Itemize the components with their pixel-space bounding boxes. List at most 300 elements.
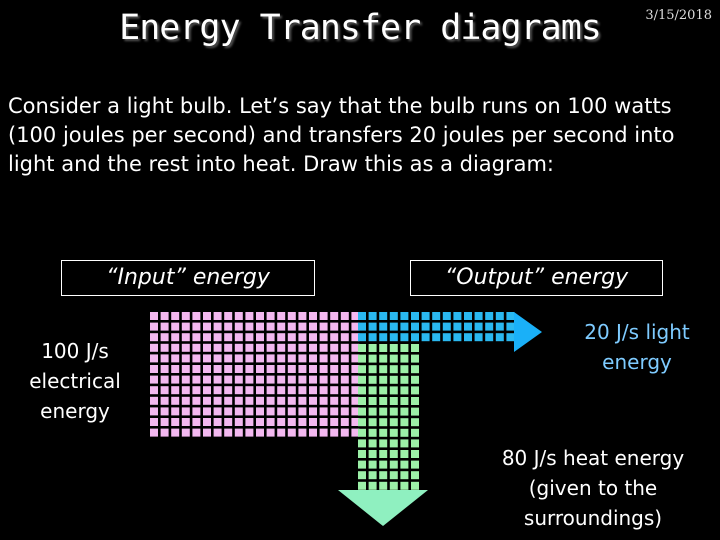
light-energy-cell	[400, 333, 408, 341]
heat-energy-cell	[369, 365, 377, 373]
heat-energy-cell	[358, 439, 366, 447]
input-energy-cell	[161, 312, 169, 320]
input-energy-cell	[288, 323, 296, 331]
input-energy-cell	[320, 354, 328, 362]
input-energy-cell	[309, 418, 317, 426]
input-energy-cell	[224, 323, 232, 331]
heat-energy-cell	[358, 471, 366, 479]
input-energy-cell	[150, 354, 158, 362]
input-energy-cell	[235, 365, 243, 373]
input-energy-cell	[171, 386, 179, 394]
input-energy-cell	[224, 429, 232, 437]
input-energy-cell	[277, 354, 285, 362]
input-energy-cell	[161, 418, 169, 426]
light-energy-cell	[475, 333, 483, 341]
input-energy-cell	[214, 323, 222, 331]
input-energy-cell	[298, 333, 306, 341]
heat-energy-cell	[400, 386, 408, 394]
input-energy-cell	[203, 312, 211, 320]
input-energy-cell	[150, 323, 158, 331]
input-energy-cell	[182, 376, 190, 384]
input-energy-cell	[214, 354, 222, 362]
input-energy-cell	[182, 344, 190, 352]
input-energy-cell	[192, 333, 200, 341]
input-energy-cell	[161, 323, 169, 331]
input-energy-cell	[224, 333, 232, 341]
input-energy-box: “Input” energy	[61, 260, 315, 296]
input-energy-cell	[320, 386, 328, 394]
input-energy-cell	[192, 397, 200, 405]
input-energy-cell	[150, 407, 158, 415]
input-energy-cell	[277, 333, 285, 341]
input-energy-grid	[150, 312, 359, 437]
input-energy-cell	[309, 323, 317, 331]
input-energy-cell	[320, 397, 328, 405]
input-energy-cell	[182, 333, 190, 341]
heat-energy-cell	[369, 482, 377, 490]
heat-energy-cell	[369, 418, 377, 426]
heat-energy-cell	[411, 397, 419, 405]
input-energy-cell	[182, 354, 190, 362]
heat-energy-cell	[369, 450, 377, 458]
light-energy-cell	[379, 323, 387, 331]
input-energy-cell	[235, 312, 243, 320]
heat-energy-cell	[358, 461, 366, 469]
input-energy-cell	[192, 365, 200, 373]
input-energy-cell	[150, 397, 158, 405]
heat-energy-cell	[369, 471, 377, 479]
input-energy-cell	[309, 376, 317, 384]
input-energy-cell	[171, 333, 179, 341]
input-energy-cell	[256, 333, 264, 341]
input-energy-cell	[330, 418, 338, 426]
problem-text: Consider a light bulb. Let’s say that the bulb runs on 100 watts (100 joules per second) and transfers 20 joules per second into light and the rest into heat. Draw this as a diagram:	[8, 94, 675, 176]
input-energy-cell	[277, 407, 285, 415]
light-energy-cell	[390, 333, 398, 341]
heat-energy-cell	[379, 397, 387, 405]
input-energy-cell	[267, 323, 275, 331]
heat-energy-cell	[400, 397, 408, 405]
input-energy-cell	[182, 365, 190, 373]
input-energy-cell	[182, 323, 190, 331]
heat-energy-cell	[411, 376, 419, 384]
input-energy-cell	[161, 344, 169, 352]
heat-energy-cell	[379, 355, 387, 363]
light-energy-cell	[369, 333, 377, 341]
heat-energy-cell	[411, 386, 419, 394]
input-energy-cell	[341, 376, 349, 384]
heat-energy-cell	[390, 376, 398, 384]
input-energy-cell	[341, 312, 349, 320]
light-energy-cell	[358, 323, 366, 331]
input-energy-cell	[277, 386, 285, 394]
input-energy-cell	[288, 376, 296, 384]
input-energy-cell	[192, 354, 200, 362]
light-energy-cell	[506, 323, 514, 331]
page-title: Energy Transfer diagrams	[119, 8, 601, 48]
light-energy-cell	[453, 323, 461, 331]
input-energy-cell	[298, 365, 306, 373]
input-energy-cell	[320, 312, 328, 320]
input-energy-cell	[256, 312, 264, 320]
light-energy-cell	[464, 312, 472, 320]
input-energy-cell	[341, 407, 349, 415]
input-energy-cell	[298, 418, 306, 426]
heat-energy-cell	[390, 482, 398, 490]
input-energy-cell	[267, 312, 275, 320]
input-energy-cell	[267, 386, 275, 394]
heat-energy-cell	[369, 429, 377, 437]
light-energy-cell	[369, 312, 377, 320]
input-energy-cell	[245, 418, 253, 426]
input-energy-cell	[214, 376, 222, 384]
input-energy-cell	[256, 354, 264, 362]
input-energy-cell	[235, 333, 243, 341]
input-energy-cell	[224, 354, 232, 362]
heat-energy-cell	[390, 386, 398, 394]
input-energy-cell	[341, 365, 349, 373]
input-energy-cell	[277, 418, 285, 426]
input-energy-cell	[224, 407, 232, 415]
input-energy-cell	[298, 397, 306, 405]
input-energy-cell	[235, 354, 243, 362]
heat-energy-cell	[400, 439, 408, 447]
input-energy-cell	[203, 386, 211, 394]
input-energy-cell	[298, 429, 306, 437]
input-energy-cell	[245, 312, 253, 320]
input-energy-cell	[277, 344, 285, 352]
light-energy-cell	[485, 333, 493, 341]
light-energy-cell	[496, 323, 504, 331]
input-energy-cell	[341, 333, 349, 341]
input-energy-cell	[161, 365, 169, 373]
input-energy-cell	[192, 407, 200, 415]
heat-energy-cell	[411, 355, 419, 363]
input-energy-cell	[161, 333, 169, 341]
light-energy-cell	[475, 312, 483, 320]
input-energy-cell	[161, 397, 169, 405]
input-energy-cell	[341, 386, 349, 394]
light-energy-cell	[422, 323, 430, 331]
heat-energy-cell	[400, 461, 408, 469]
input-energy-cell	[256, 418, 264, 426]
input-energy-cell	[203, 418, 211, 426]
input-energy-cell	[330, 376, 338, 384]
heat-energy-cell	[400, 471, 408, 479]
heat-energy-cell	[358, 355, 366, 363]
input-energy-cell	[309, 344, 317, 352]
input-energy-cell	[277, 312, 285, 320]
heat-energy-cell	[411, 408, 419, 416]
heat-energy-cell	[411, 471, 419, 479]
input-energy-cell	[235, 376, 243, 384]
heat-energy-cell	[390, 365, 398, 373]
input-energy-cell	[161, 429, 169, 437]
input-energy-cell	[214, 312, 222, 320]
input-energy-cell	[161, 376, 169, 384]
input-energy-cell	[214, 418, 222, 426]
input-energy-cell	[298, 312, 306, 320]
input-energy-cell	[298, 386, 306, 394]
heat-energy-label: 80 J/s heat energy (given to the surroundings)	[501, 446, 685, 530]
input-energy-cell	[288, 429, 296, 437]
input-energy-cell	[171, 376, 179, 384]
input-energy-cell	[224, 386, 232, 394]
input-energy-cell	[245, 407, 253, 415]
input-energy-cell	[192, 344, 200, 352]
heat-energy-cell	[358, 450, 366, 458]
input-energy-cell	[235, 407, 243, 415]
input-energy-cell	[320, 429, 328, 437]
input-energy-cell	[277, 429, 285, 437]
heat-energy-cell	[358, 429, 366, 437]
input-energy-cell	[203, 397, 211, 405]
light-energy-cell	[369, 323, 377, 331]
input-energy-cell	[192, 376, 200, 384]
input-energy-cell	[341, 429, 349, 437]
heat-energy-cell	[411, 461, 419, 469]
light-energy-cell	[453, 333, 461, 341]
input-energy-cell	[330, 333, 338, 341]
heat-energy-cell	[400, 376, 408, 384]
input-energy-cell	[245, 376, 253, 384]
input-energy-cell	[277, 397, 285, 405]
input-energy-cell	[298, 376, 306, 384]
heat-energy-cell	[379, 439, 387, 447]
heat-energy-cell	[400, 344, 408, 352]
input-energy-cell	[150, 312, 158, 320]
heat-energy-cell	[379, 386, 387, 394]
input-energy-cell	[341, 354, 349, 362]
heat-energy-grid	[358, 344, 419, 490]
input-energy-cell	[245, 429, 253, 437]
input-energy-cell	[235, 429, 243, 437]
input-energy-cell	[330, 397, 338, 405]
input-energy-cell	[288, 365, 296, 373]
heat-energy-cell	[358, 418, 366, 426]
input-energy-cell	[288, 354, 296, 362]
input-energy-cell	[245, 397, 253, 405]
input-energy-cell	[245, 323, 253, 331]
light-energy-cell	[422, 333, 430, 341]
heat-energy-cell	[369, 344, 377, 352]
light-energy-grid	[358, 312, 514, 341]
heat-energy-cell	[400, 482, 408, 490]
input-energy-cell	[341, 397, 349, 405]
input-energy-cell	[267, 397, 275, 405]
heat-energy-cell	[358, 397, 366, 405]
input-energy-cell	[182, 312, 190, 320]
input-energy-cell	[235, 344, 243, 352]
heat-energy-cell	[358, 482, 366, 490]
input-energy-cell	[330, 312, 338, 320]
light-energy-cell	[475, 323, 483, 331]
input-energy-cell	[288, 407, 296, 415]
light-energy-cell	[390, 312, 398, 320]
input-energy-cell	[320, 376, 328, 384]
input-energy-cell	[320, 418, 328, 426]
input-energy-cell	[150, 333, 158, 341]
slide-date: 3/15/2018	[645, 8, 712, 23]
heat-energy-cell	[411, 365, 419, 373]
heat-energy-cell	[390, 461, 398, 469]
light-arrow-icon	[514, 312, 542, 352]
input-energy-cell	[330, 386, 338, 394]
input-energy-cell	[320, 333, 328, 341]
input-energy-cell	[224, 365, 232, 373]
input-energy-cell	[245, 365, 253, 373]
input-energy-cell	[256, 323, 264, 331]
input-energy-cell	[288, 418, 296, 426]
heat-energy-cell	[379, 471, 387, 479]
light-energy-cell	[506, 333, 514, 341]
heat-energy-cell	[369, 355, 377, 363]
input-energy-cell	[330, 429, 338, 437]
input-energy-cell	[150, 386, 158, 394]
input-energy-cell	[182, 418, 190, 426]
input-energy-cell	[245, 333, 253, 341]
light-energy-cell	[400, 312, 408, 320]
input-energy-cell	[150, 365, 158, 373]
light-energy-cell	[411, 312, 419, 320]
input-energy-cell	[192, 323, 200, 331]
input-energy-cell	[150, 429, 158, 437]
heat-energy-cell	[369, 408, 377, 416]
input-energy-cell	[267, 354, 275, 362]
input-energy-cell	[309, 429, 317, 437]
heat-energy-cell	[379, 482, 387, 490]
input-energy-cell	[277, 365, 285, 373]
heat-energy-cell	[400, 429, 408, 437]
heat-energy-cell	[411, 450, 419, 458]
heat-energy-cell	[390, 408, 398, 416]
input-energy-cell	[235, 386, 243, 394]
input-energy-cell	[256, 376, 264, 384]
heat-energy-cell	[369, 461, 377, 469]
input-energy-cell	[203, 429, 211, 437]
light-energy-cell	[485, 312, 493, 320]
input-energy-cell	[224, 312, 232, 320]
input-energy-cell	[214, 365, 222, 373]
light-energy-cell	[400, 323, 408, 331]
input-energy-cell	[203, 323, 211, 331]
input-energy-cell	[298, 407, 306, 415]
input-energy-cell	[214, 333, 222, 341]
input-energy-cell	[256, 429, 264, 437]
input-energy-cell	[267, 376, 275, 384]
input-energy-cell	[288, 312, 296, 320]
input-energy-cell	[277, 376, 285, 384]
input-energy-cell	[320, 323, 328, 331]
heat-energy-cell	[411, 439, 419, 447]
heat-arrow-icon	[338, 490, 428, 526]
heat-energy-cell	[369, 439, 377, 447]
input-energy-cell	[341, 344, 349, 352]
input-energy-cell	[256, 386, 264, 394]
input-energy-cell	[256, 397, 264, 405]
input-energy-cell	[224, 418, 232, 426]
input-energy-cell	[309, 397, 317, 405]
input-energy-cell	[288, 397, 296, 405]
input-energy-cell	[309, 386, 317, 394]
heat-energy-cell	[358, 376, 366, 384]
heat-energy-cell	[390, 397, 398, 405]
input-energy-cell	[182, 386, 190, 394]
heat-energy-cell	[379, 365, 387, 373]
input-energy-cell	[171, 312, 179, 320]
heat-energy-cell	[411, 482, 419, 490]
light-energy-cell	[358, 312, 366, 320]
input-energy-cell	[214, 386, 222, 394]
heat-energy-cell	[369, 386, 377, 394]
light-energy-cell	[422, 312, 430, 320]
input-energy-cell	[182, 407, 190, 415]
heat-energy-cell	[400, 408, 408, 416]
input-energy-cell	[214, 429, 222, 437]
light-energy-cell	[411, 333, 419, 341]
input-energy-cell	[182, 429, 190, 437]
heat-energy-cell	[390, 450, 398, 458]
input-energy-cell	[171, 365, 179, 373]
input-energy-cell	[150, 418, 158, 426]
input-energy-cell	[171, 407, 179, 415]
input-energy-cell	[203, 344, 211, 352]
input-energy-cell	[267, 344, 275, 352]
input-energy-cell	[171, 323, 179, 331]
input-energy-cell	[235, 323, 243, 331]
input-energy-cell	[171, 344, 179, 352]
light-energy-cell	[506, 312, 514, 320]
input-energy-cell	[245, 344, 253, 352]
heat-energy-cell	[390, 418, 398, 426]
input-energy-cell	[298, 344, 306, 352]
input-energy-cell	[267, 365, 275, 373]
input-energy-cell	[150, 344, 158, 352]
heat-energy-cell	[411, 344, 419, 352]
light-energy-cell	[358, 333, 366, 341]
input-energy-cell	[192, 429, 200, 437]
heat-energy-cell	[379, 344, 387, 352]
input-energy-cell	[171, 397, 179, 405]
input-energy-cell	[171, 354, 179, 362]
heat-energy-cell	[358, 344, 366, 352]
input-energy-cell	[203, 365, 211, 373]
heat-energy-cell	[390, 344, 398, 352]
input-energy-cell	[330, 354, 338, 362]
heat-energy-cell	[379, 461, 387, 469]
light-energy-cell	[443, 333, 451, 341]
input-energy-cell	[171, 429, 179, 437]
input-energy-cell	[320, 407, 328, 415]
input-energy-cell	[277, 323, 285, 331]
input-energy-cell	[150, 376, 158, 384]
input-energy-cell	[267, 333, 275, 341]
input-energy-cell	[214, 407, 222, 415]
input-energy-cell	[309, 407, 317, 415]
heat-energy-cell	[379, 450, 387, 458]
input-energy-cell	[330, 323, 338, 331]
input-energy-cell	[288, 386, 296, 394]
input-energy-cell	[256, 407, 264, 415]
input-energy-cell	[245, 354, 253, 362]
input-energy-cell	[288, 344, 296, 352]
input-energy-cell	[224, 376, 232, 384]
input-energy-cell	[309, 312, 317, 320]
heat-energy-cell	[358, 386, 366, 394]
heat-energy-cell	[411, 429, 419, 437]
heat-energy-cell	[369, 376, 377, 384]
light-energy-cell	[390, 323, 398, 331]
